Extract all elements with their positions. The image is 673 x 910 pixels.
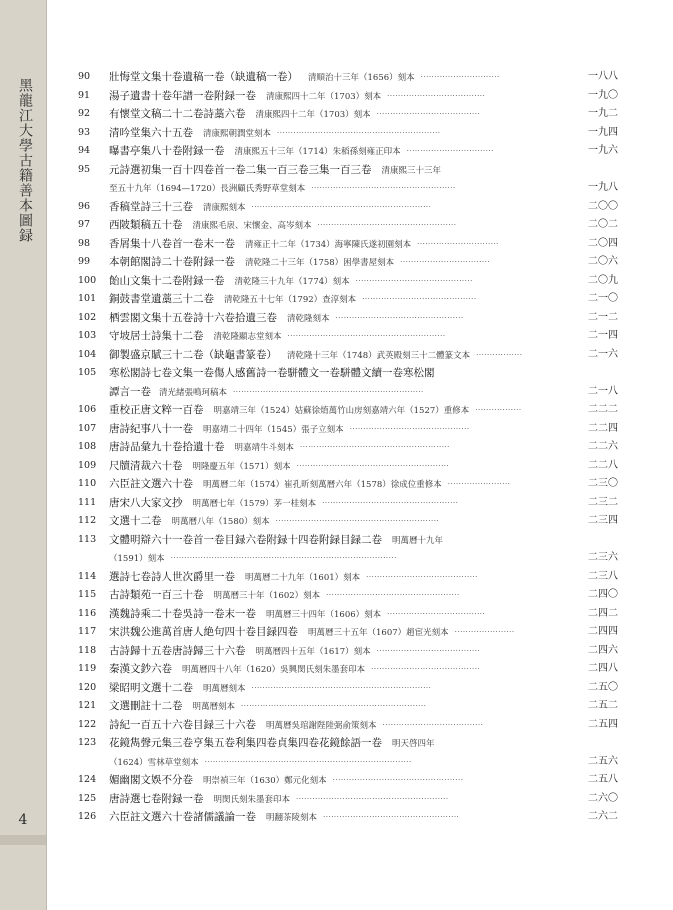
entry-number: 105 [78, 367, 97, 378]
catalog-entry [78, 420, 618, 439]
catalog-entry [78, 87, 618, 106]
entry-title: 六臣註文選六十卷諸儒議論一卷 [109, 811, 256, 823]
entry-number: 107 [78, 422, 97, 434]
entry-title: 有懷堂文稿二十二卷詩藁六卷 [109, 108, 246, 120]
catalog-entry [78, 105, 618, 124]
entry-title: 御製盛京賦三十二卷（缺龜書篆卷） [109, 348, 277, 361]
entry-edition: 明閔氏刻朱墨套印本 [213, 794, 291, 805]
entry-text [109, 346, 470, 366]
dot-leader: ·················································· [323, 813, 460, 821]
entry-text [109, 309, 330, 329]
entry-page: 二二四 [588, 422, 618, 434]
entry-page: 二六二 [588, 811, 618, 822]
entry-page: 二五四 [588, 718, 618, 730]
entry-text [109, 697, 235, 717]
entry-number: 99 [78, 256, 91, 267]
entry-edition: 明嘉靖三年（1524）姑蘇徐焴萬竹山房刻嘉靖六年（1527）重修本 [213, 406, 470, 416]
entry-text [109, 494, 316, 514]
entry-page: 二四四 [588, 626, 618, 637]
entry-text [109, 716, 377, 736]
entry-number: 109 [78, 459, 97, 471]
entry-edition: 明萬曆八年（1580）刻本 [171, 517, 270, 527]
catalog-entry [78, 346, 618, 365]
entry-text [109, 512, 270, 532]
catalog-entry [78, 124, 618, 143]
entry-title: 六臣註文選六十卷 [109, 478, 193, 490]
catalog-entry [78, 253, 618, 272]
entry-title: 栖雲閣文集十五卷詩十六卷拾遺三卷 [109, 311, 277, 324]
entry-text [109, 235, 411, 255]
entry-edition: 明萬曆四十五年（1617）刻本 [255, 646, 371, 657]
catalog-entry [78, 383, 618, 402]
entry-number: 102 [78, 311, 97, 323]
entry-edition: 清康熙三十三年 [381, 165, 442, 176]
sidebar-bottom-band [0, 835, 46, 845]
entry-edition: 明崇禎三年（1630）鄭元化刻本 [203, 776, 327, 786]
dot-leader: ········································ [371, 665, 481, 673]
entry-title: 香稿堂詩三十三卷 [109, 200, 193, 213]
entry-edition: 明萬曆吳琯謝陛陸弼俞策刻本 [266, 720, 377, 731]
entry-edition: （1624）雪林草堂刻本 [109, 757, 199, 768]
dot-leader: ······································ [376, 110, 481, 118]
entry-page: 二〇四 [588, 237, 618, 249]
entry-title: 古詩歸十五卷唐詩歸三十六卷 [109, 644, 246, 657]
entry-number: 116 [78, 607, 97, 619]
entry-edition: 清光緒張鳴珂稿本 [159, 387, 228, 398]
entry-text [109, 216, 312, 236]
entry-page: 二三四 [588, 515, 618, 526]
catalog-entry [78, 475, 618, 494]
dot-leader: ······················· [447, 480, 511, 488]
entry-number: 92 [78, 108, 91, 119]
entry-page: 一九〇 [588, 89, 618, 101]
entry-text [109, 290, 356, 310]
entry-page: 二五八 [588, 774, 618, 785]
entry-page: 二一六 [588, 348, 618, 360]
dot-leader: ····································· [382, 720, 484, 729]
catalog-entry [78, 660, 618, 679]
entry-title: 本朝館閣詩二十卷附録一卷 [109, 256, 235, 268]
entry-page: 二一四 [588, 330, 618, 341]
entry-text [109, 531, 443, 551]
catalog-entry [78, 364, 618, 383]
entry-edition: 清康熙毛扆、宋懷金、高岑刻本 [192, 221, 312, 231]
entry-edition: 清乾隆刻本 [287, 313, 330, 324]
entry-title: 秦漢文鈔六卷 [109, 663, 172, 675]
entry-title: 詩紀一百五十六卷目録三十六卷 [109, 718, 256, 731]
entry-number: 126 [78, 811, 97, 822]
entry-number: 113 [78, 533, 97, 545]
entry-page: 一八八 [588, 71, 618, 82]
entry-text [109, 327, 282, 347]
entry-text [109, 808, 317, 828]
entry-number: 112 [78, 515, 97, 526]
entry-text [109, 179, 305, 199]
entry-text [109, 734, 435, 754]
entry-title: 飴山文集十二卷附録一卷 [109, 274, 225, 287]
entry-edition: 清乾隆五十七年（1792）查淳刻本 [224, 295, 357, 305]
dot-leader: ··················································· [317, 221, 457, 229]
entry-page: 二〇〇 [588, 200, 618, 212]
entry-number: 125 [78, 792, 97, 804]
entry-page: 二四八 [588, 663, 618, 674]
entry-page: 一九六 [588, 145, 618, 156]
catalog-entry [78, 790, 618, 809]
dot-leader: ······································ [376, 646, 481, 655]
entry-text [109, 568, 360, 588]
entry-text [109, 420, 344, 440]
entry-title: 香屑集十八卷首一卷末一卷 [109, 237, 235, 250]
catalog-entry [78, 753, 618, 772]
dot-leader: ························································ [296, 794, 449, 803]
entry-title: 湯子遺書十卷年譜一卷附録一卷 [109, 89, 256, 102]
entry-number: 124 [78, 774, 97, 785]
dot-leader: ···································································· [241, 702, 427, 710]
entry-page: 二五〇 [588, 681, 618, 693]
entry-number: 118 [78, 644, 97, 656]
dot-leader: ·································································· [251, 683, 432, 692]
entry-edition: 清康熙四十二年（1703）刻本 [255, 110, 371, 120]
dot-leader: ················································ [332, 776, 464, 784]
entry-number: 106 [78, 404, 97, 415]
entry-number: 111 [78, 496, 97, 508]
entry-number: 91 [78, 89, 91, 101]
dot-leader: ··················································································· [170, 554, 397, 562]
entry-text [109, 790, 290, 810]
catalog-entry [78, 179, 618, 198]
catalog-entry [78, 808, 618, 827]
entry-text [109, 401, 469, 421]
catalog-entry [78, 457, 618, 476]
entry-title: 曝書亭集八十卷附録一卷 [109, 145, 225, 157]
dot-leader: ···························································· [277, 128, 441, 137]
catalog-list [78, 68, 618, 827]
entry-title: 譚言一卷 [109, 385, 151, 398]
entry-number: 96 [78, 200, 91, 212]
catalog-entry [78, 438, 618, 457]
entry-page: 一九四 [588, 126, 618, 138]
entry-edition: 清康熙四十二年（1703）刻本 [266, 91, 382, 102]
dot-leader: ····························· [420, 73, 500, 81]
dot-leader: ···································· [387, 91, 486, 100]
entry-edition: 明萬曆刻本 [192, 702, 236, 712]
dot-leader: ······························ [417, 239, 499, 248]
entry-number: 104 [78, 348, 97, 360]
entry-number: 94 [78, 145, 91, 156]
entry-page: 一九八 [588, 182, 618, 193]
entry-page: 二〇九 [588, 274, 618, 286]
entry-text [109, 679, 246, 699]
entry-title: 守坡居士詩集十二卷 [109, 330, 204, 342]
entry-text [109, 364, 445, 384]
entry-number: 95 [78, 163, 91, 175]
entry-number: 110 [78, 478, 97, 489]
entry-page: 二一八 [588, 385, 618, 397]
entry-edition: 至五十九年（1694—1720）長洲顧氏秀野草堂刻本 [109, 184, 306, 194]
entry-text [109, 549, 165, 569]
dot-leader: ·········································· [362, 295, 477, 303]
dot-leader: ························································ [296, 461, 450, 470]
entry-number: 103 [78, 330, 97, 341]
entry-title: 唐宋八大家文抄 [109, 496, 183, 509]
entry-edition: 清乾隆顯志堂刻本 [213, 332, 282, 342]
entry-page: 二五二 [588, 700, 618, 711]
entry-title: 唐詩選七卷附録一卷 [109, 792, 204, 805]
sidebar-divider [46, 0, 47, 910]
entry-page: 二五六 [588, 755, 618, 767]
catalog-entry [78, 161, 618, 180]
entry-text [109, 161, 441, 181]
entry-edition: 明嘉靖二十四年（1545）張子立刻本 [203, 424, 344, 435]
entry-title: 花鏡雋聲元集三卷亨集五卷利集四卷貞集四卷花鏡餘語一卷 [109, 737, 382, 749]
entry-page: 二三二 [588, 496, 618, 508]
dot-leader: ············································································ [204, 757, 412, 766]
entry-edition: 明天啓四年 [392, 739, 435, 749]
entry-text [109, 660, 365, 680]
catalog-entry [78, 549, 618, 568]
entry-text [109, 623, 449, 643]
entry-edition: 明萬曆三十五年（1607）趙宦光刻本 [308, 628, 449, 638]
entry-number: 115 [78, 589, 97, 600]
dot-leader: ······································································ [233, 387, 424, 396]
dot-leader: ················································· [326, 591, 460, 599]
entry-title: 宋洪魏公進萬首唐人絶句四十卷目録四卷 [109, 626, 298, 638]
dot-leader: ·························································· [287, 332, 446, 340]
entry-edition: 明萬曆十九年 [392, 535, 444, 546]
dot-leader: ································· [400, 258, 491, 266]
entry-text [109, 124, 271, 144]
catalog-entry [78, 512, 618, 531]
entry-page: 二〇二 [588, 219, 618, 230]
entry-title: 媚幽閣文娛不分卷 [109, 774, 193, 786]
entry-number: 108 [78, 441, 97, 452]
catalog-entry [78, 290, 618, 309]
catalog-entry [78, 586, 618, 605]
entry-title: 銅鼓書堂遺藁三十二卷 [109, 293, 214, 305]
entry-text [109, 605, 381, 625]
entry-title: 梁昭明文選十二卷 [109, 681, 193, 694]
entry-page: 二四〇 [588, 589, 618, 600]
entry-text [109, 586, 320, 606]
dot-leader: ···································· [387, 609, 486, 618]
dot-leader: ········································· [366, 572, 478, 581]
entry-text [109, 253, 394, 273]
entry-edition: 明萬曆四十八年（1620）吳興閔氏刻朱墨套印本 [182, 665, 366, 675]
entry-page: 二六〇 [588, 792, 618, 804]
entry-text [109, 68, 415, 88]
entry-page: 二三〇 [588, 478, 618, 489]
dot-leader: ··········································· [355, 276, 473, 285]
catalog-entry [78, 327, 618, 346]
dot-leader: ····················································· [311, 184, 456, 192]
entry-title: 壯悔堂文集十卷遺稿一卷（缺遺稿一卷） [109, 71, 298, 83]
entry-page: 二四二 [588, 607, 618, 619]
dot-leader: ·················································· [322, 498, 459, 507]
entry-number: 98 [78, 237, 91, 249]
entry-title: 寒松閣詩七卷文集一卷傷人感舊詩一卷駢體文一卷駢體文續一卷寒松閣 [109, 367, 435, 379]
entry-title: 唐詩紀事八十一卷 [109, 422, 193, 435]
entry-text [109, 642, 371, 662]
entry-page: 二三六 [588, 552, 618, 563]
catalog-entry [78, 216, 618, 235]
entry-page: 二一〇 [588, 293, 618, 304]
entry-edition: 清康熙朝潤堂刻本 [203, 128, 272, 139]
entry-text [109, 198, 246, 218]
entry-edition: 明萬曆三十四年（1606）刻本 [266, 609, 382, 620]
entry-edition: 清乾隆十三年（1748）武英殿刻三十二體篆文本 [287, 350, 471, 361]
dot-leader: ···························································· [275, 517, 440, 525]
entry-number: 120 [78, 681, 97, 693]
entry-text [109, 272, 350, 292]
entry-edition: 明嘉靖牛斗刻本 [234, 443, 295, 453]
entry-number: 122 [78, 718, 97, 730]
entry-text [109, 383, 227, 403]
entry-number: 121 [78, 700, 97, 711]
entry-edition: 明翻茶陵刻本 [266, 813, 318, 823]
book-title-vertical: 黑龍江大學古籍善本圖録 [17, 78, 33, 243]
entry-title: 尺牘清裁六十卷 [109, 459, 183, 472]
entry-title: 漢魏詩乘二十卷吳詩一卷末一卷 [109, 607, 256, 620]
entry-page: 二四六 [588, 644, 618, 656]
entry-title: 重校正唐文粹一百卷 [109, 404, 204, 416]
entry-number: 90 [78, 71, 91, 82]
dot-leader: ······················ [454, 628, 515, 636]
catalog-entry [78, 309, 618, 328]
entry-page: 二〇六 [588, 256, 618, 267]
entry-edition: 清雍正十二年（1734）海寧陳氏遂初園刻本 [245, 239, 412, 250]
dot-leader: ································ [406, 147, 494, 155]
entry-edition: 清康熙刻本 [203, 202, 246, 213]
entry-edition: 清順治十三年（1656）刻本 [308, 73, 415, 83]
catalog-entry [78, 642, 618, 661]
entry-title: 唐詩品彙九十卷拾遺十卷 [109, 441, 225, 453]
entry-page: 二三八 [588, 570, 618, 582]
catalog-entry [78, 771, 618, 790]
entry-number: 101 [78, 293, 97, 304]
entry-edition: 清康熙五十三年（1714）朱稻孫刻雍正印本 [234, 147, 401, 157]
entry-number: 100 [78, 274, 97, 286]
entry-edition: 明萬曆二年（1574）崔孔昕刻萬曆六年（1578）徐成位重修本 [203, 480, 442, 490]
entry-text [109, 457, 291, 477]
entry-text [109, 142, 401, 162]
catalog-entry [78, 68, 618, 87]
entry-number: 123 [78, 737, 97, 748]
entry-title: 元詩選初集一百十四卷首一卷二集一百三卷三集一百三卷 [109, 163, 372, 176]
entry-page: 二二八 [588, 459, 618, 471]
entry-page: 二二六 [588, 441, 618, 452]
entry-number: 97 [78, 219, 91, 230]
entry-number: 93 [78, 126, 91, 138]
catalog-entry [78, 142, 618, 161]
dot-leader: ··············································· [335, 313, 464, 322]
entry-text [109, 753, 199, 773]
entry-title: 文選十二卷 [109, 515, 162, 527]
catalog-entry [78, 605, 618, 624]
dot-leader: ······················································· [300, 443, 450, 451]
catalog-entry [78, 494, 618, 513]
entry-edition: 明萬曆七年（1579）茅一桂刻本 [192, 498, 317, 509]
entry-edition: 清乾隆二十三年（1758）困學書屋刻本 [245, 258, 395, 268]
entry-text [109, 87, 381, 107]
entry-text [109, 475, 442, 495]
entry-edition: 明萬曆三十年（1602）刻本 [213, 591, 321, 601]
catalog-entry [78, 623, 618, 642]
catalog-entry [78, 401, 618, 420]
entry-title: 西陂類稿五十卷 [109, 219, 183, 231]
catalog-entry [78, 568, 618, 587]
entry-text [109, 105, 371, 125]
entry-page: 二一二 [588, 311, 618, 323]
entry-title: 文體明辯六十一卷首一卷目録六卷附録十四卷附録目録二卷 [109, 533, 382, 546]
dot-leader: ·································································· [251, 202, 432, 211]
entry-page: 二二二 [588, 404, 618, 415]
entry-number: 114 [78, 570, 97, 582]
catalog-entry [78, 716, 618, 735]
catalog-entry [78, 235, 618, 254]
entry-edition: 明萬曆刻本 [203, 683, 246, 694]
catalog-entry [78, 531, 618, 550]
dot-leader: ············································ [349, 424, 470, 433]
entry-page: 一九二 [588, 108, 618, 119]
entry-edition: （1591）刻本 [109, 554, 165, 564]
entry-text [109, 771, 327, 791]
entry-edition: 明萬曆二十九年（1601）刻本 [245, 572, 361, 583]
catalog-entry [78, 272, 618, 291]
entry-title: 清吟堂集六十五卷 [109, 126, 193, 139]
entry-edition: 明隆慶五年（1571）刻本 [192, 461, 291, 472]
catalog-entry [78, 679, 618, 698]
entry-text [109, 438, 294, 458]
catalog-entry [78, 734, 618, 753]
dot-leader: ················· [476, 350, 523, 359]
sidebar-band [0, 0, 46, 910]
page-number: 4 [18, 812, 28, 828]
entry-title: 選詩七卷詩人世次爵里一卷 [109, 570, 235, 583]
catalog-entry [78, 198, 618, 217]
entry-title: 古詩類苑一百三十卷 [109, 589, 204, 601]
catalog-entry [78, 697, 618, 716]
entry-number: 119 [78, 663, 97, 674]
entry-title: 文選刪註十二卷 [109, 700, 183, 712]
entry-number: 117 [78, 626, 97, 637]
entry-edition: 清乾隆三十九年（1774）刻本 [234, 276, 350, 287]
dot-leader: ················· [475, 406, 522, 414]
